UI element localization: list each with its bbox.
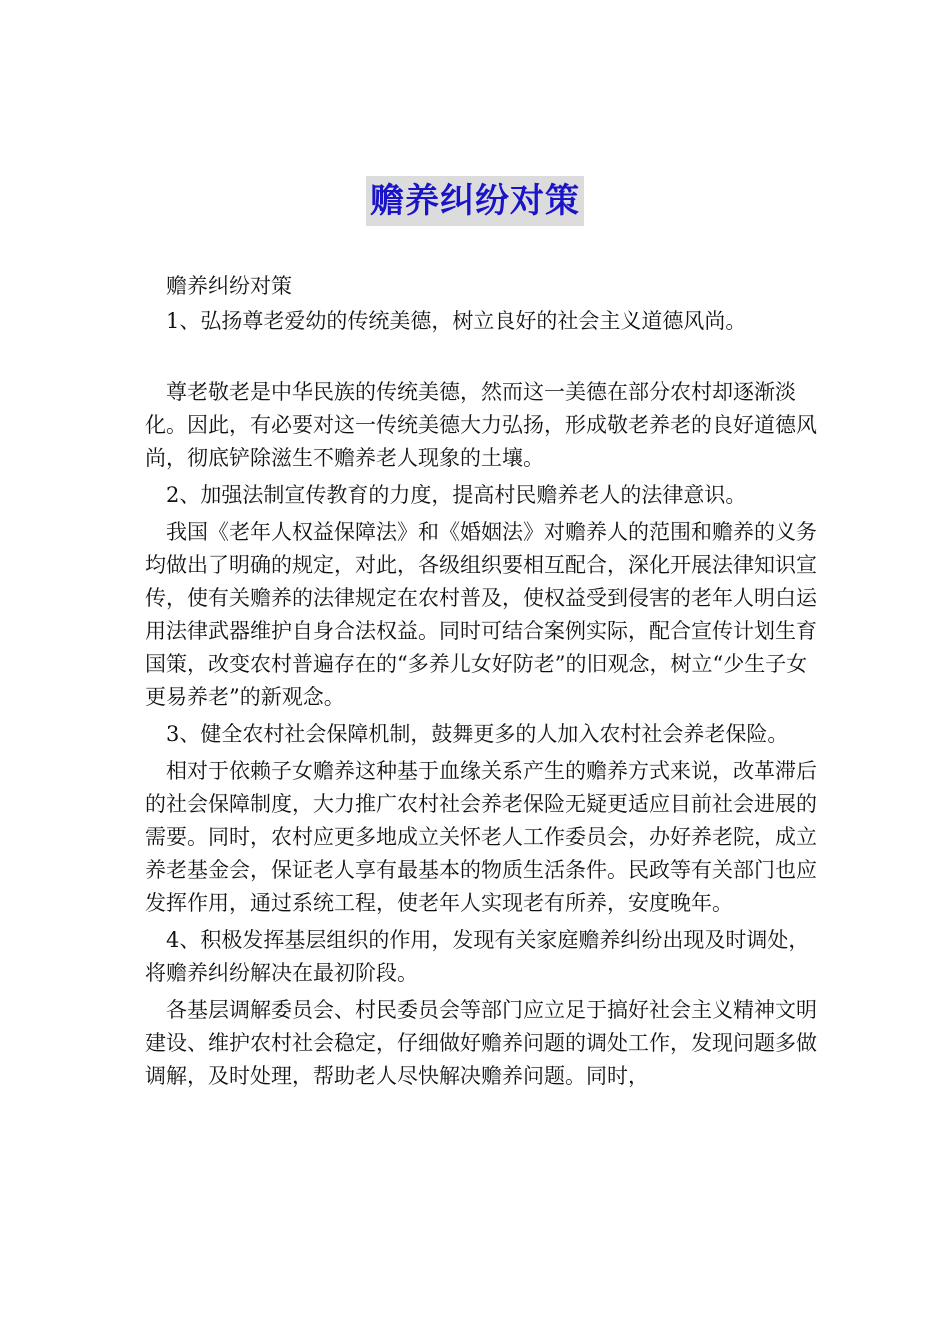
paragraph-2: 我国《老年人权益保障法》和《婚姻法》对赡养人的范围和赡养的义务均做出了明确的规定，对此，各级组织要相互配合，深化开展法律知识宣传，使有关赡养的法律规定在农村普及，使权益受到侵害的老年人明白运用法律武器维护自身合法权益。同时可结合案例实际，配合宣传计划生育国策，改变农村普遍存在的“多养儿女好防老”的旧观念，树立“少生子女更易养老”的新观念。 <box>145 520 817 709</box>
title-container <box>0 176 950 226</box>
paragraph-3: 相对于依赖子女赡养这种基于血缘关系产生的赡养方式来说，改革滞后的社会保障制度，大力推广农村社会养老保险无疑更适应目前社会进展的需要。同时，农村应更多地成立关怀老人工作委员会，办好养老院，成立养老基金会，保证老人享有最基本的物质生活条件。民政等有关部门也应发挥作用，通过系统工程，使老年人实现老有所养，安度晚年。 <box>145 759 817 915</box>
heading-3: 3、健全农村社会保障机制，鼓舞更多的人加入农村社会养老保险。 <box>166 722 789 746</box>
heading-1: 1、弘扬尊老爱幼的传统美德，树立良好的社会主义道德风尚。 <box>166 309 747 333</box>
paragraph-1: 尊老敬老是中华民族的传统美德，然而这一美德在部分农村却逐渐淡化。因此，有必要对这一传统美德大力弘扬，形成敬老养老的良好道德风尚，彻底铲除滋生不赡养老人现象的土壤。 <box>145 380 817 470</box>
subtitle-paragraph: 赡养纠纷对策 <box>166 274 292 298</box>
heading-4: 4、积极发挥基层组织的作用，发现有关家庭赡养纠纷出现及时调处，将赡养纠纷解决在最初阶段。 <box>145 928 810 985</box>
paragraph-4: 各基层调解委员会、村民委员会等部门应立足于搞好社会主义精神文明建设、维护农村社会稳定，仔细做好赡养问题的调处工作，发现问题多做调解，及时处理，帮助老人尽快解决赡养问题。同时， <box>145 998 817 1088</box>
heading-2: 2、加强法制宣传教育的力度，提高村民赡养老人的法律意识。 <box>166 483 747 507</box>
document-body <box>145 270 825 1093</box>
document-title: 赡养纠纷对策 <box>366 176 584 226</box>
